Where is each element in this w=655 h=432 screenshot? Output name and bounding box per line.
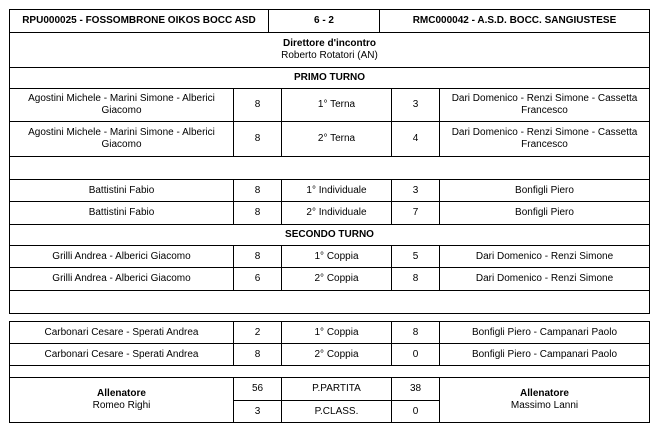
director-cell [9,32,650,68]
away-score: 3 [391,88,440,122]
second-turn-heading: SECONDO TURNO [9,224,650,246]
away-players: Bonfigli Piero - Campanari Paolo [439,343,650,366]
home-score: 8 [233,245,282,268]
home-score: 8 [233,201,282,225]
home-score: 8 [233,121,282,157]
away-players: Dari Domenico - Renzi Simone [439,267,650,291]
first-turn-heading: PRIMO TURNO [9,67,650,89]
home-score: 8 [233,343,282,366]
away-score: 8 [391,321,440,344]
home-players: Agostini Michele - Marini Simone - Alberici Giacomo [9,88,234,122]
away-score: 8 [391,267,440,291]
match-type: 1° Individuale [281,179,392,202]
away-players: Dari Domenico - Renzi Simone - Cassetta Francesco [439,88,650,122]
home-team-header: RPU000025 - FOSSOMBRONE OIKOS BOCC ASD [9,9,269,33]
home-players: Battistini Fabio [9,179,234,202]
away-team-header: RMC000042 - A.S.D. BOCC. SANGIUSTESE [379,9,650,33]
home-score: 2 [233,321,282,344]
away-players: Dari Domenico - Renzi Simone - Cassetta Francesco [439,121,650,157]
match-type: 2° Terna [281,121,392,157]
away-players: Dari Domenico - Renzi Simone [439,245,650,268]
away-score: 5 [391,245,440,268]
home-class-points: 3 [233,400,282,423]
home-coach-cell [9,377,234,423]
match-score: 6 - 2 [268,9,380,33]
home-coach-label: Allenatore [97,388,146,399]
home-players: Carbonari Cesare - Sperati Andrea [9,343,234,366]
match-type: 1° Terna [281,88,392,122]
away-players: Bonfigli Piero [439,179,650,202]
match-type: 1° Coppia [281,245,392,268]
home-score: 8 [233,88,282,122]
match-type: 2° Coppia [281,267,392,291]
match-type: 2° Coppia [281,343,392,366]
home-players: Grilli Andrea - Alberici Giacomo [9,267,234,291]
spacer-row [9,290,650,314]
home-players: Battistini Fabio [9,201,234,225]
home-players: Grilli Andrea - Alberici Giacomo [9,245,234,268]
home-score: 6 [233,267,282,291]
away-score: 0 [391,343,440,366]
away-coach-cell [439,377,650,423]
class-label: P.CLASS. [281,400,392,423]
match-report-sheet [9,9,650,423]
match-type: 1° Coppia [281,321,392,344]
director-name: Roberto Rotatori (AN) [281,50,378,61]
away-score: 4 [391,121,440,157]
away-score: 3 [391,179,440,202]
home-players: Agostini Michele - Marini Simone - Alberici Giacomo [9,121,234,157]
director-label: Direttore d'incontro [283,38,376,49]
away-class-points: 0 [391,400,440,423]
spacer-row [9,156,650,180]
away-players: Bonfigli Piero [439,201,650,225]
away-partita-points: 38 [391,377,440,401]
away-score: 7 [391,201,440,225]
home-partita-points: 56 [233,377,282,401]
away-coach-label: Allenatore [520,388,569,399]
home-score: 8 [233,179,282,202]
partita-label: P.PARTITA [281,377,392,401]
home-players: Carbonari Cesare - Sperati Andrea [9,321,234,344]
away-coach-name: Massimo Lanni [510,400,579,411]
match-type: 2° Individuale [281,201,392,225]
away-players: Bonfigli Piero - Campanari Paolo [439,321,650,344]
home-coach-name: Romeo Righi [92,400,151,411]
